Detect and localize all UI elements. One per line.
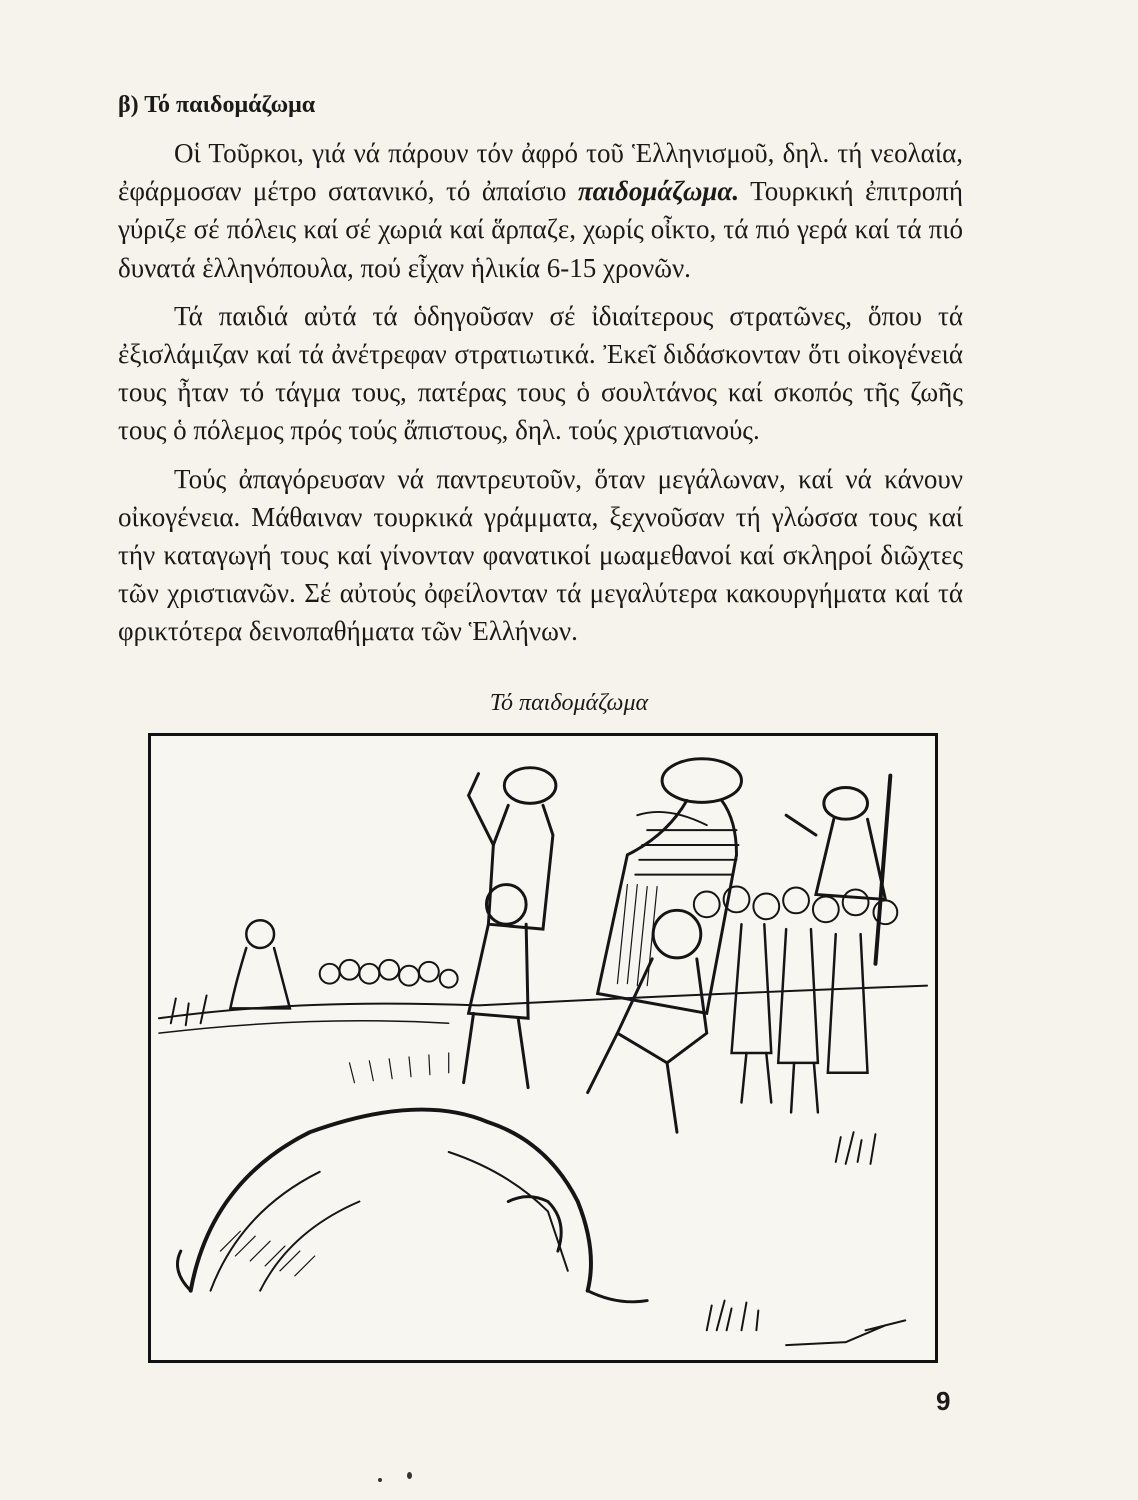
emphasized-term: παιδομάζωμα.	[577, 176, 740, 207]
paragraph-2: Τά παιδιά αὐτά τά ὁδηγοῦσαν σέ ἰδιαίτερους στρατῶνες, ὅπου τά ἐξισλάμιζαν καί τά ἀνέτρεφαν στρατιωτικά. Ἐκεῖ διδάσκονταν ὅτι οἰκογένειά τους ἦταν τό τάγμα τους, πατέρας τους ὁ σουλτάνος καί σκοπός τῆς ζωῆς τους ὁ πόλεμος πρός τούς ἄπιστους, δηλ. τούς χριστιανούς.	[118, 300, 963, 446]
ink-speck	[378, 1478, 382, 1482]
body-text	[118, 134, 963, 661]
paragraph-1-end: Τουρκική ἐπιτροπή γύριζε σέ πόλεις καί σέ χωριά καί ἅρπαζε, χωρίς οἶκτο, τά πιό γερά καί τά πιό δυνατά ἑλληνόπουλα, πού εἶχαν ἡλικία 6-15 χρονῶν.	[118, 176, 963, 283]
ink-speck	[407, 1472, 412, 1479]
figure-caption: Τό παιδομάζωμα	[489, 690, 649, 716]
page-number: 9	[936, 1386, 951, 1416]
paragraph-3: Τούς ἀπαγόρευσαν νά παντρευτοῦν, ὅταν μεγάλωναν, καί νά κάνουν οἰκογένεια. Μάθαιναν τουρκικά γράμματα, ξεχνοῦσαν τή γλώσσα τους καί τήν καταγωγή τους καί γίνονταν φανατικοί μωαμεθανοί καί σκληροί διῶχτες τῶν χριστιανῶν. Σέ αὐτούς ὀφείλονταν τά μεγαλύτερα κακουργήματα καί τά φρικτότερα δεινοπαθήματα τῶν Ἑλλήνων.	[118, 463, 963, 647]
paragraph-1-start: Οἱ Τοῦρκοι, γιά νά πάρουν τόν ἀφρό τοῦ Ἑλληνισμοῦ, δηλ. τή νεολαία, ἐφάρμοσαν μέτρο σατανικό, τό ἀπαίσιο	[118, 138, 963, 207]
pen-drawing-illustration	[148, 733, 938, 1363]
illustration-sketch	[151, 736, 935, 1360]
paragraph-1	[118, 134, 963, 287]
section-heading: β) Τό παιδομάζωμα	[118, 92, 316, 118]
